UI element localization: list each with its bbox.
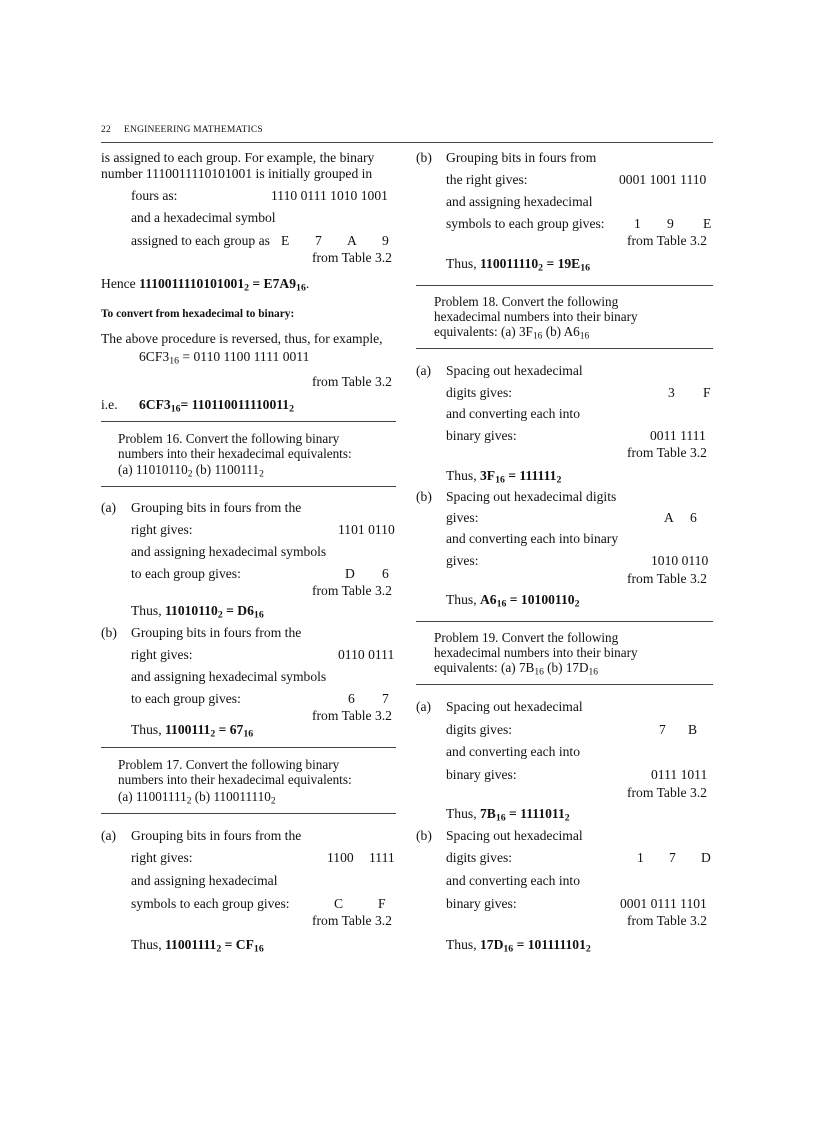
page-number: 22 bbox=[101, 125, 111, 135]
p18-a-line-4: binary gives: bbox=[446, 428, 517, 443]
problem-18-title: Problem 18. Convert the following bbox=[434, 294, 619, 309]
p18-b-line-1: Spacing out hexadecimal digits bbox=[446, 489, 617, 504]
problem-16-top-rule bbox=[101, 421, 396, 422]
reverse-line: The above procedure is reversed, thus, for example, bbox=[101, 331, 383, 346]
problem-17-top-rule bbox=[101, 747, 396, 748]
p19-b-line-4: binary gives: bbox=[446, 896, 517, 911]
p17-b-symbol-3: E bbox=[703, 216, 712, 231]
problem-16-line-2: numbers into their hexadecimal equivalents: bbox=[118, 446, 352, 461]
fours-value: 1110 0111 1010 1001 bbox=[271, 188, 388, 203]
p17-a-line-1: Grouping bits in fours from the bbox=[131, 828, 302, 843]
p19-a-label: (a) bbox=[416, 699, 432, 714]
problem-17-line-2: numbers into their hexadecimal equivalents: bbox=[118, 772, 352, 787]
p19-a-result: Thus, $7B_{16} = 1111011_2$ bbox=[446, 806, 570, 824]
p16-a-value: 1101 0110 bbox=[338, 522, 395, 537]
p16-b-symbol-1: 6 bbox=[348, 691, 355, 706]
p18-a-digit-1: 3 bbox=[668, 385, 675, 400]
p17-b-symbol-2: 9 bbox=[667, 216, 674, 231]
assigned-value-2: 7 bbox=[315, 233, 322, 248]
p18-b-line-4: gives: bbox=[446, 553, 479, 568]
intro-line-2: number 1110011110101001 is initially grouped in bbox=[101, 166, 373, 181]
problem-18-line-2: hexadecimal numbers into their binary bbox=[434, 309, 638, 324]
p18-a-line-1: Spacing out hexadecimal bbox=[446, 363, 583, 378]
hence-line: Hence $1110011110101001_2 = E7A9_{16}$. bbox=[101, 276, 310, 294]
p17-a-line-4: symbols to each group gives: bbox=[131, 896, 290, 911]
p17-a-line-3: and assigning hexadecimal bbox=[131, 873, 278, 888]
hex-symbol-line: and a hexadecimal symbol bbox=[131, 210, 276, 225]
p18-a-value: 0011 1111 bbox=[650, 428, 706, 443]
from-table: from Table 3.2 bbox=[312, 708, 392, 723]
problem-19-line-2: hexadecimal numbers into their binary bbox=[434, 645, 638, 660]
problem-18-top-rule bbox=[416, 285, 713, 286]
p18-a-result: Thus, $3F_{16} = 111111_2$ bbox=[446, 468, 562, 486]
p17-b-line-4: symbols to each group gives: bbox=[446, 216, 605, 231]
p19-b-digit-3: D bbox=[701, 850, 711, 865]
p16-a-symbol-1: D bbox=[345, 566, 355, 581]
p19-a-line-4: binary gives: bbox=[446, 767, 517, 782]
fours-label: fours as: bbox=[131, 188, 178, 203]
problem-19-line-3: equivalents: (a) $7B_{16}$ (b) $17D_{16}$ bbox=[434, 660, 599, 678]
from-table: from Table 3.2 bbox=[627, 785, 707, 800]
p19-b-value: 0001 0111 1101 bbox=[620, 896, 707, 911]
p18-a-digit-2: F bbox=[703, 385, 711, 400]
assigned-value-4: 9 bbox=[382, 233, 389, 248]
p17-b-symbol-1: 1 bbox=[634, 216, 641, 231]
p19-b-line-1: Spacing out hexadecimal bbox=[446, 828, 583, 843]
p19-b-line-3: and converting each into bbox=[446, 873, 580, 888]
p17-a-result: Thus, $11001111_2 = CF_{16}$ bbox=[131, 937, 264, 955]
p16-b-result: Thus, $1100111_2 = 67_{16}$ bbox=[131, 722, 254, 740]
header-rule bbox=[101, 142, 713, 143]
problem-19-title: Problem 19. Convert the following bbox=[434, 630, 619, 645]
p19-a-line-2: digits gives: bbox=[446, 722, 513, 737]
example-line: $6CF3_{16} = 0110$ 1100 1111 0011 bbox=[139, 349, 310, 367]
p19-a-line-1: Spacing out hexadecimal bbox=[446, 699, 583, 714]
p18-a-line-2: digits gives: bbox=[446, 385, 513, 400]
p17-b-line-1: Grouping bits in fours from bbox=[446, 150, 597, 165]
problem-17-bottom-rule bbox=[101, 813, 396, 814]
p19-a-value: 0111 1011 bbox=[651, 767, 708, 782]
p18-b-label: (b) bbox=[416, 489, 432, 504]
p16-b-symbol-2: 7 bbox=[382, 691, 389, 706]
p17-a-line-2: right gives: bbox=[131, 850, 193, 865]
p16-a-symbol-2: 6 bbox=[382, 566, 389, 581]
p17-b-result: Thus, $110011110_2 = 19E_{16}$ bbox=[446, 256, 591, 274]
from-table: from Table 3.2 bbox=[627, 913, 707, 928]
p16-a-line-1: Grouping bits in fours from the bbox=[131, 500, 302, 515]
assigned-value-1: E bbox=[281, 233, 290, 248]
p17-b-value: 0001 1001 1110 bbox=[619, 172, 707, 187]
from-table: from Table 3.2 bbox=[627, 233, 707, 248]
from-table: from Table 3.2 bbox=[312, 250, 392, 265]
problem-18-line-3: equivalents: (a) $3F_{16}$ (b) $A6_{16}$ bbox=[434, 324, 590, 342]
p17-b-label: (b) bbox=[416, 150, 432, 165]
p17-b-line-2: the right gives: bbox=[446, 172, 528, 187]
p17-b-line-3: and assigning hexadecimal bbox=[446, 194, 593, 209]
p19-a-line-3: and converting each into bbox=[446, 744, 580, 759]
p16-a-line-3: and assigning hexadecimal symbols bbox=[131, 544, 327, 559]
p18-b-line-3: and converting each into binary bbox=[446, 531, 619, 546]
from-table: from Table 3.2 bbox=[627, 571, 707, 586]
p16-a-label: (a) bbox=[101, 500, 117, 515]
problem-16-bottom-rule bbox=[101, 486, 396, 487]
p17-a-value-1: 1100 bbox=[327, 850, 354, 865]
problem-19-top-rule bbox=[416, 621, 713, 622]
from-table: from Table 3.2 bbox=[312, 913, 392, 928]
p16-a-result: Thus, $11010110_2 = D6_{16}$ bbox=[131, 603, 264, 621]
p19-b-result: Thus, $17D_{16} = 101111101_2$ bbox=[446, 937, 591, 955]
p19-b-label: (b) bbox=[416, 828, 432, 843]
problem-19-bottom-rule bbox=[416, 684, 713, 685]
p18-b-digit-1: A bbox=[664, 510, 674, 525]
p16-a-line-4: to each group gives: bbox=[131, 566, 241, 581]
p18-b-digit-2: 6 bbox=[690, 510, 697, 525]
section-heading: To convert from hexadecimal to binary: bbox=[101, 308, 295, 320]
p18-b-result: Thus, $A6_{16} = 10100110_2$ bbox=[446, 592, 580, 610]
p16-b-value: 0110 0111 bbox=[338, 647, 395, 662]
p19-a-digit-1: 7 bbox=[659, 722, 666, 737]
p19-b-digit-2: 7 bbox=[669, 850, 676, 865]
problem-16-title: Problem 16. Convert the following binary bbox=[118, 431, 340, 446]
p19-b-digit-1: 1 bbox=[637, 850, 644, 865]
problem-17-line-3: (a) $11001111_2$ (b) $110011110_2$ bbox=[118, 789, 276, 807]
p17-a-value-2: 1111 bbox=[369, 850, 395, 865]
assigned-value-3: A bbox=[347, 233, 357, 248]
from-table: from Table 3.2 bbox=[312, 374, 392, 389]
p16-b-line-3: and assigning hexadecimal symbols bbox=[131, 669, 327, 684]
p18-a-line-3: and converting each into bbox=[446, 406, 580, 421]
p18-b-value: 1010 0110 bbox=[651, 553, 709, 568]
from-table: from Table 3.2 bbox=[312, 583, 392, 598]
p19-a-digit-2: B bbox=[688, 722, 698, 737]
p16-b-line-2: right gives: bbox=[131, 647, 193, 662]
intro-line-1: is assigned to each group. For example, the binary bbox=[101, 150, 375, 165]
p16-b-line-4: to each group gives: bbox=[131, 691, 241, 706]
p17-a-symbol-2: F bbox=[378, 896, 386, 911]
from-table: from Table 3.2 bbox=[627, 445, 707, 460]
running-title: ENGINEERING MATHEMATICS bbox=[124, 125, 263, 135]
problem-16-line-3: (a) $11010110_2$ (b) $1100111_2$ bbox=[118, 462, 264, 480]
p18-b-line-2: gives: bbox=[446, 510, 479, 525]
problem-18-bottom-rule bbox=[416, 348, 713, 349]
p16-a-line-2: right gives: bbox=[131, 522, 193, 537]
problem-17-title: Problem 17. Convert the following binary bbox=[118, 757, 340, 772]
p16-b-label: (b) bbox=[101, 625, 117, 640]
p19-b-line-2: digits gives: bbox=[446, 850, 513, 865]
p18-a-label: (a) bbox=[416, 363, 432, 378]
p16-b-line-1: Grouping bits in fours from the bbox=[131, 625, 302, 640]
p17-a-symbol-1: C bbox=[334, 896, 344, 911]
ie-result: $6CF3_{16}= 110110011110011_2$ bbox=[139, 397, 294, 415]
ie-label: i.e. bbox=[101, 397, 118, 412]
p17-a-label: (a) bbox=[101, 828, 117, 843]
assigned-label: assigned to each group as bbox=[131, 233, 270, 248]
